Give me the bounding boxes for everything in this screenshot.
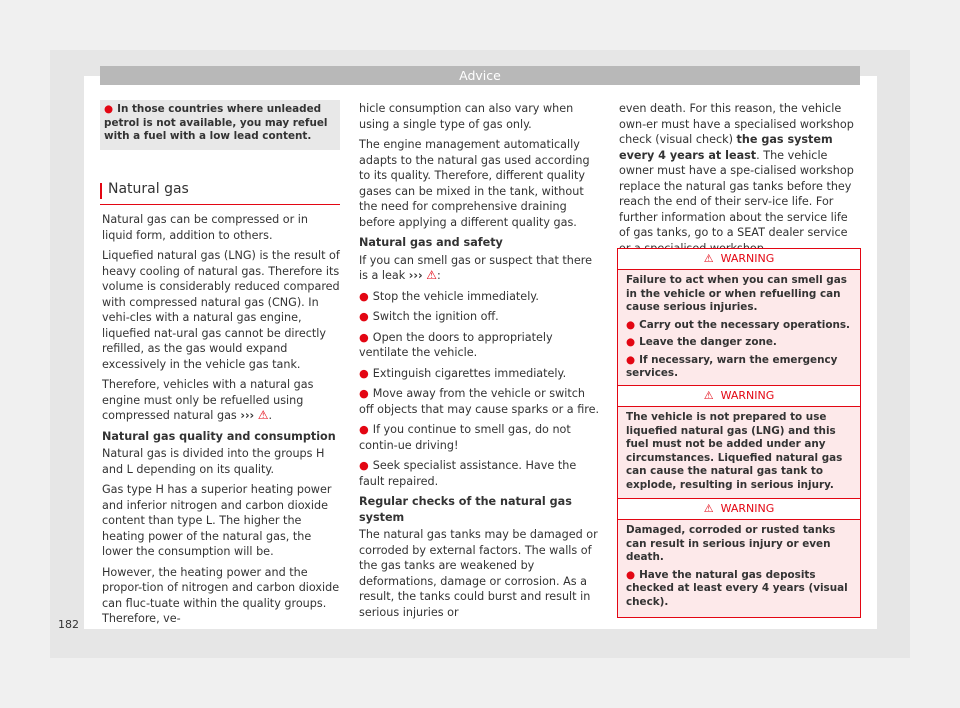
paragraph: However, the heating power and the propor-tion of nitrogen and carbon dioxide can fluc-tuate within the quality groups. Therefore, ve- <box>102 565 340 625</box>
column-2 <box>359 101 601 625</box>
page-number: 182 <box>58 618 79 631</box>
paragraph: Therefore, vehicles with a natural gas engine must only be refuelled using compressed natural gas ››› ⚠. <box>102 378 314 422</box>
warning-triangle-icon: ⚠ <box>703 389 714 402</box>
subheading: Natural gas quality and consumption <box>102 429 336 443</box>
list-item: ● Leave the danger zone. <box>626 336 777 348</box>
header-title: Advice <box>459 68 501 83</box>
subheading: Natural gas and safety <box>359 236 503 249</box>
list-item: ● Open the doors to appropriately ventilate the vehicle. <box>359 330 553 359</box>
warning-header: ⚠ WARNING <box>618 249 860 270</box>
column-1 <box>102 212 342 632</box>
warning-triangle-icon: ⚠ <box>426 268 437 282</box>
paragraph: Liquefied natural gas (LNG) is the result of heavy cooling of natural gas. Therefore its volume is considerably reduced compared with compressed natural gas (CNG). In vehi-cles with a natural gas engine, liquefied nat-ural gas cannot be directly refilled, as the gas would expand excessively in the vehicle gas tank. <box>102 249 340 371</box>
bullet-icon: ● <box>359 330 369 344</box>
list-item: ● Switch the ignition off. <box>359 310 499 323</box>
warning-box <box>617 248 861 390</box>
paragraph: If you can smell gas or suspect that there is a leak ››› ⚠: <box>359 253 592 282</box>
list-item: ● Extinguish cigarettes immediately. <box>359 366 567 380</box>
bullet-icon: ● <box>359 289 369 303</box>
paragraph: hicle consumption can also vary when using a single type of gas only. <box>359 102 574 131</box>
warning-text: Failure to act when you can smell gas in the vehicle or when refuelling can cause serious injuries. <box>626 274 847 313</box>
warning-box <box>617 498 861 618</box>
tip-text: In those countries where unleaded petrol is not available, you may refuel with a fuel with a low lead content. <box>104 103 328 142</box>
warning-text: Damaged, corroded or rusted tanks can result in serious injury or even death. <box>626 524 836 563</box>
list-item: ● Carry out the necessary operations. <box>626 318 851 331</box>
bullet-icon: ● <box>626 336 636 348</box>
section-title: Natural gas <box>108 181 189 197</box>
bullet-icon: ● <box>626 318 636 331</box>
warning-triangle-icon: ⚠ <box>703 502 714 515</box>
warning-triangle-icon: ⚠ <box>257 408 269 422</box>
bullet-icon: ● <box>359 459 369 472</box>
paragraph: Natural gas is divided into the groups H and L depending on its quality. <box>102 447 325 476</box>
list-item: ● If you continue to smell gas, do not contin-ue driving! <box>359 423 571 452</box>
bullet-icon: ● <box>104 103 114 115</box>
bullet-icon: ● <box>626 353 636 366</box>
bullet-icon: ● <box>359 310 369 323</box>
section-accent-bar <box>100 183 102 199</box>
bullet-icon: ● <box>626 568 636 581</box>
subheading: Regular checks of the natural gas system <box>359 495 572 524</box>
column-3 <box>619 101 861 261</box>
paragraph: The natural gas tanks may be damaged or corroded by external factors. The walls of the gas tanks are weakened by deformations, damage or corrosion. As a result, the tanks could burst and result in serious injuries or <box>359 528 598 619</box>
page-header <box>100 66 860 85</box>
bullet-icon: ● <box>359 366 369 380</box>
reference-arrows: ››› <box>408 269 423 282</box>
paragraph: even death. For this reason, the vehicle own-er must have a specialised workshop check (visual check) the gas system every 4 years at least. The vehicle owner must have a spe-cialised workshop replace the natural gas tanks before they reach the end of their serv-ice life. For further information about the service life of gas tanks, go to a SEAT dealer service <box>619 102 854 239</box>
bullet-icon: ● <box>359 423 369 436</box>
reference-arrows: ››› <box>240 409 255 422</box>
paragraph: The engine management automatically adapts to the natural gas used according to its quality. Therefore, different quality gases can be mixed in the tank, without the need for comprehensive draining before applying a different quality gas. <box>359 138 590 229</box>
tip-box <box>100 100 340 150</box>
warning-text: The vehicle is not prepared to use liquefied natural gas (LNG) and this fuel must not be added under any circumstances. Liquefied natural gas can cause the natural gas tank to explode, resulting in serious injury. <box>626 411 843 491</box>
list-item: ● Have the natural gas deposits checked at least every 4 years (visual check). <box>626 568 848 608</box>
bullet-icon: ● <box>359 387 369 400</box>
list-item: ● Move away from the vehicle or switch off objects that may cause sparks or a fire. <box>359 387 600 416</box>
warning-header: ⚠ WARNING <box>618 499 860 520</box>
paragraph: Gas type H has a superior heating power and inferior nitrogen and carbon dioxide content than type L. The higher the heating power of the natural gas, the lower the consumption will be. <box>102 483 332 558</box>
warning-box <box>617 385 861 501</box>
warning-triangle-icon: ⚠ <box>703 252 714 265</box>
warning-header: ⚠ WARNING <box>618 386 860 407</box>
section-heading <box>100 180 340 205</box>
list-item: ● Seek specialist assistance. Have the fault repaired. <box>359 459 577 488</box>
list-item: ● Stop the vehicle immediately. <box>359 289 539 303</box>
paragraph: Natural gas can be compressed or in liquid form, addition to others. <box>102 213 308 242</box>
list-item: ● If necessary, warn the emergency services. <box>626 353 838 379</box>
